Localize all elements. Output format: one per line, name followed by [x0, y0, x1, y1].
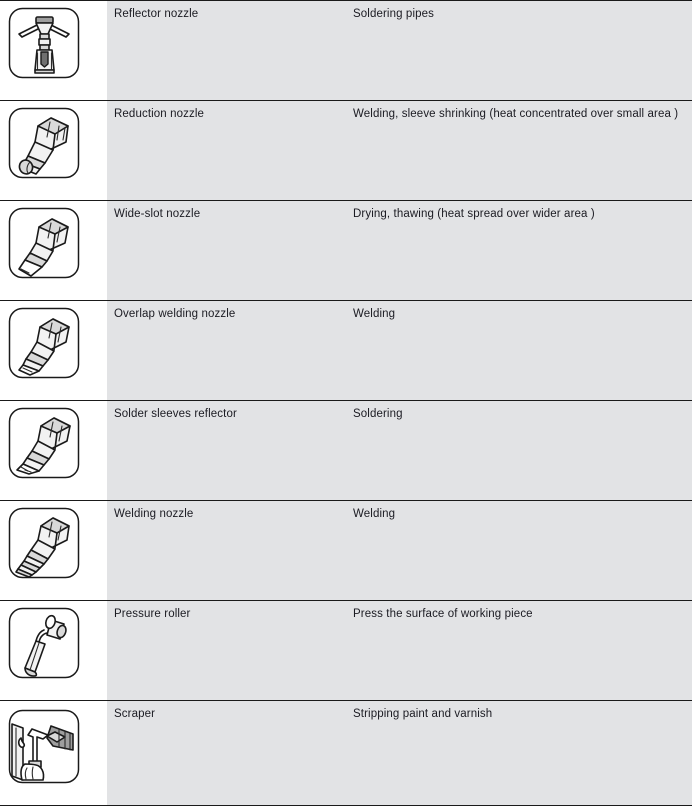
accessory-application: Drying, thawing (heat spread over wider area ): [353, 208, 595, 220]
accessory-application: Soldering pipes: [353, 8, 435, 20]
application-cell: [329, 701, 692, 806]
application-cell: [329, 101, 692, 201]
icon-cell: [0, 101, 107, 201]
accessory-name: Welding nozzle: [114, 508, 194, 520]
application-cell: [329, 301, 692, 401]
name-cell: [107, 601, 329, 701]
name-cell: [107, 101, 329, 201]
accessory-application: Press the surface of working piece: [353, 608, 533, 620]
name-cell: [107, 401, 329, 501]
icon-cell: [0, 501, 107, 601]
accessory-name: Wide-slot nozzle: [114, 208, 201, 220]
application-cell: [329, 201, 692, 301]
accessory-name: Reflector nozzle: [114, 8, 199, 20]
reduction-nozzle-icon: [7, 106, 81, 184]
table-row: [0, 401, 692, 501]
accessory-name: Scraper: [114, 708, 156, 720]
table-row: [0, 701, 692, 806]
icon-cell: [0, 601, 107, 701]
reflector-nozzle-icon: [7, 6, 81, 84]
name-cell: [107, 1, 329, 101]
overlap-welding-nozzle-icon: [7, 306, 81, 384]
scraper-icon: [7, 706, 81, 784]
application-cell: [329, 1, 692, 101]
accessory-application: Welding: [353, 308, 396, 320]
accessory-application: Soldering: [353, 408, 403, 420]
icon-cell: [0, 401, 107, 501]
icon-cell: [0, 701, 107, 806]
table-row: [0, 1, 692, 101]
table-row: [0, 201, 692, 301]
icon-cell: [0, 1, 107, 101]
name-cell: [107, 701, 329, 806]
accessory-name: Reduction nozzle: [114, 108, 205, 120]
table-row: [0, 601, 692, 701]
table-row: [0, 101, 692, 201]
accessory-name: Solder sleeves reflector: [114, 408, 237, 420]
name-cell: [107, 501, 329, 601]
application-cell: [329, 501, 692, 601]
table-row: [0, 501, 692, 601]
accessory-name: Pressure roller: [114, 608, 191, 620]
table-row: [0, 301, 692, 401]
icon-cell: [0, 201, 107, 301]
accessory-application: Stripping paint and varnish: [353, 708, 493, 720]
solder-sleeves-reflector-icon: [7, 406, 81, 484]
icon-cell: [0, 301, 107, 401]
name-cell: [107, 201, 329, 301]
accessory-application: Welding, sleeve shrinking (heat concentrated over small area ): [353, 108, 679, 120]
welding-nozzle-icon: [7, 506, 81, 584]
name-cell: [107, 301, 329, 401]
pressure-roller-icon: [7, 606, 81, 684]
application-cell: [329, 401, 692, 501]
accessory-application: Welding: [353, 508, 396, 520]
application-cell: [329, 601, 692, 701]
accessories-table-body: [0, 1, 692, 806]
accessory-name: Overlap welding nozzle: [114, 308, 236, 320]
wide-slot-nozzle-icon: [7, 206, 81, 284]
